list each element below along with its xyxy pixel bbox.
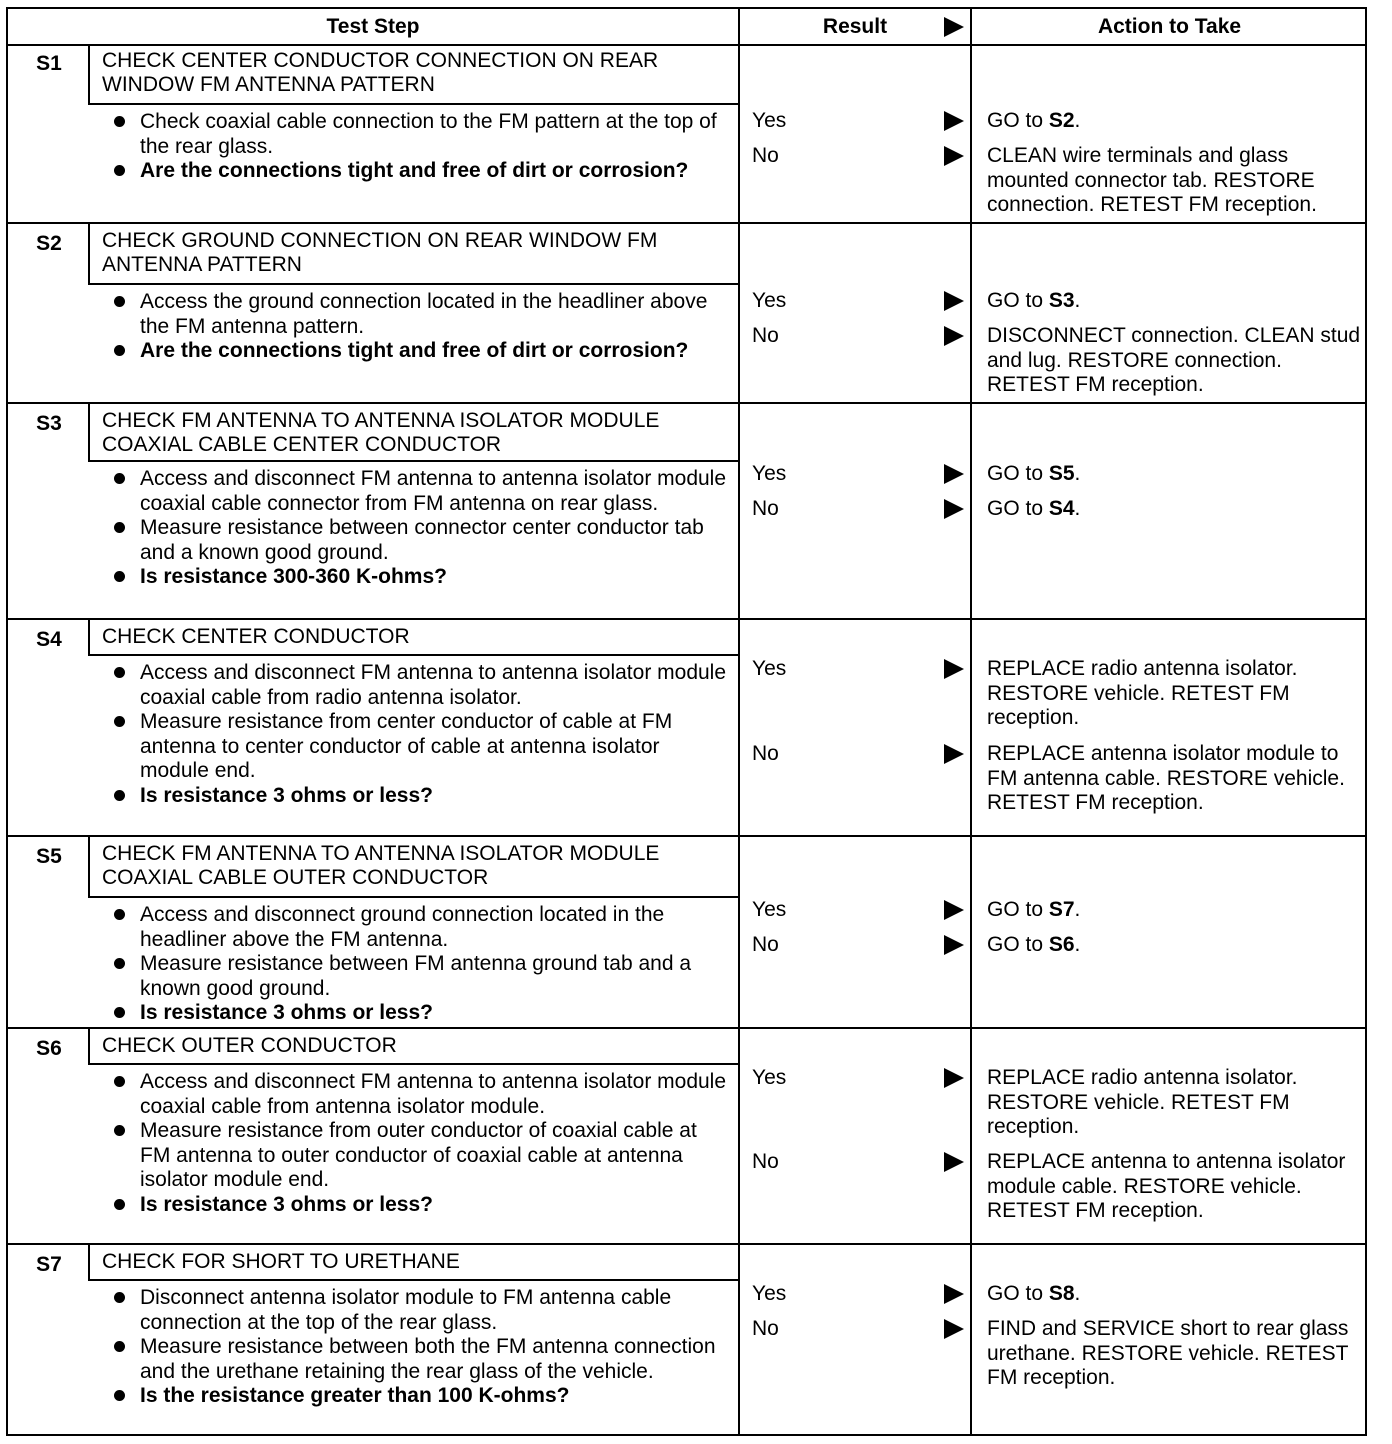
step-number: S3: [36, 412, 62, 435]
result-cell: [738, 404, 970, 618]
instruction-text: Measure resistance from outer conductor of coaxial cable at FM antenna to outer conductor of coaxial cable at antenna isolator module end.: [140, 1119, 697, 1191]
action-text: [987, 1150, 1361, 1224]
result-label: Yes: [752, 109, 787, 132]
result-yes: [752, 109, 970, 133]
action-text: [987, 898, 1361, 923]
step-title: CHECK OUTER CONDUCTOR: [90, 1029, 738, 1065]
result-yes: [752, 1282, 970, 1306]
bullet-icon: [114, 958, 125, 969]
result-label: Yes: [752, 898, 787, 921]
action-text: [987, 742, 1361, 816]
arrow-icon: [944, 900, 964, 920]
step-instructions: [90, 656, 738, 808]
action-text: [987, 1282, 1361, 1307]
step-number-cell: [8, 1029, 90, 1065]
bullet-icon: [114, 909, 125, 920]
instruction-text: Measure resistance between FM antenna ground tab and a known good ground.: [140, 952, 692, 1000]
result-label: No: [752, 324, 779, 347]
arrow-icon: [944, 111, 964, 131]
action-text-main: GO to: [987, 1282, 1049, 1305]
instruction-text: Measure resistance from center conductor of cable at FM antenna to center conductor of cable at antenna isolator module end.: [140, 710, 673, 782]
action-text-main: CLEAN wire terminals and glass mounted connector tab. RESTORE connection. RETEST FM reception.: [987, 144, 1317, 216]
result-label: No: [752, 742, 779, 765]
step-title: CHECK GROUND CONNECTION ON REAR WINDOW FM ANTENNA PATTERN: [90, 224, 738, 285]
action-text-main: DISCONNECT connection. CLEAN stud and lug. RESTORE connection. RETEST FM reception.: [987, 324, 1361, 396]
header-test-step: Test Step: [326, 15, 420, 38]
result-no: [752, 324, 970, 348]
step-instruction: [100, 1070, 728, 1119]
action-text: [987, 657, 1361, 731]
step-instruction: [100, 903, 728, 952]
step-number-cell: [8, 837, 90, 898]
result-cell: [738, 224, 970, 402]
step-instructions: [90, 462, 738, 590]
action-text-main: FIND and SERVICE short to rear glass urethane. RESTORE vehicle. RETEST FM reception.: [987, 1317, 1349, 1389]
result-label: Yes: [752, 289, 787, 312]
step-instruction: [100, 710, 728, 784]
step-row-s4: [8, 620, 1365, 837]
result-label: Yes: [752, 657, 787, 680]
result-yes: [752, 898, 970, 922]
step-question: [100, 339, 728, 364]
step-number: S7: [36, 1253, 62, 1276]
arrow-icon: [944, 744, 964, 764]
action-text-main: REPLACE antenna isolator module to FM antenna cable. RESTORE vehicle. RETEST FM reception.: [987, 742, 1345, 814]
action-text: [987, 1317, 1361, 1391]
action-cell: [970, 404, 1367, 618]
bullet-icon: [114, 522, 125, 533]
action-text-main: REPLACE antenna to antenna isolator module cable. RESTORE vehicle. RETEST FM reception.: [987, 1150, 1346, 1222]
diagnostic-table: [6, 7, 1367, 1436]
step-title: CHECK CENTER CONDUCTOR: [90, 620, 738, 656]
action-text: [987, 933, 1361, 958]
bullet-icon: [114, 116, 125, 127]
step-question: [100, 784, 728, 809]
header-action: Action to Take: [970, 9, 1367, 44]
step-title: CHECK FM ANTENNA TO ANTENNA ISOLATOR MODULE COAXIAL CABLE CENTER CONDUCTOR: [90, 404, 738, 462]
step-number-cell: [8, 224, 90, 285]
instruction-text: Access and disconnect FM antenna to antenna isolator module coaxial cable from radio antenna isolator.: [140, 661, 727, 709]
action-text-main: GO to: [987, 109, 1049, 132]
instruction-text: Is resistance 3 ohms or less?: [140, 1192, 433, 1216]
result-cell: [738, 620, 970, 835]
step-question: [100, 1193, 728, 1218]
action-text-end: .: [1074, 289, 1081, 312]
instruction-text: Is resistance 300-360 K-ohms?: [140, 565, 447, 588]
result-no: [752, 933, 970, 957]
arrow-icon: [944, 291, 964, 311]
step-title: CHECK FM ANTENNA TO ANTENNA ISOLATOR MODULE COAXIAL CABLE OUTER CONDUCTOR: [90, 837, 738, 898]
result-label: Yes: [752, 1066, 787, 1089]
step-row-s2: [8, 224, 1365, 404]
step-number-cell: [8, 404, 90, 462]
arrow-icon: [944, 1152, 964, 1172]
arrow-icon: [944, 659, 964, 679]
step-row-s6: [8, 1029, 1365, 1245]
action-text-end: .: [1074, 898, 1081, 921]
step-instruction: [100, 1335, 728, 1384]
step-instructions: [90, 898, 738, 1026]
arrow-icon: [944, 464, 964, 484]
action-text-end: .: [1074, 933, 1081, 956]
step-instructions: [90, 1281, 738, 1409]
step-instructions: [90, 285, 738, 364]
step-number-cell: [8, 620, 90, 656]
bullet-icon: [114, 716, 125, 727]
result-no: [752, 1150, 970, 1174]
bullet-icon: [114, 1199, 125, 1210]
action-text: [987, 497, 1361, 522]
step-row-s7: [8, 1245, 1365, 1436]
step-row-s5: [8, 837, 1365, 1029]
table-header: [8, 9, 1365, 46]
result-cell: [738, 1245, 970, 1436]
action-text-end: .: [1074, 497, 1081, 520]
result-label: No: [752, 1317, 779, 1340]
action-text-main: GO to: [987, 898, 1049, 921]
header-result-label: Result: [822, 15, 888, 38]
step-reference: S2: [1048, 109, 1075, 132]
bullet-icon: [114, 345, 125, 356]
bullet-icon: [114, 790, 125, 801]
result-label: No: [752, 1150, 779, 1173]
arrow-icon: [944, 1284, 964, 1304]
action-text: [987, 144, 1361, 218]
result-cell: [738, 837, 970, 1027]
action-text-end: .: [1074, 462, 1081, 485]
action-text-end: .: [1074, 109, 1081, 132]
step-number: S4: [36, 628, 62, 651]
action-text-main: REPLACE radio antenna isolator. RESTORE vehicle. RETEST FM reception.: [987, 1066, 1298, 1138]
header-result: [738, 9, 970, 44]
step-reference: S8: [1048, 1282, 1075, 1305]
result-label: No: [752, 497, 779, 520]
action-text-main: REPLACE radio antenna isolator. RESTORE vehicle. RETEST FM reception.: [987, 657, 1298, 729]
bullet-icon: [114, 1292, 125, 1303]
instruction-text: Are the connections tight and free of dirt or corrosion?: [140, 159, 689, 182]
bullet-icon: [114, 667, 125, 678]
action-cell: [970, 837, 1367, 1027]
instruction-text: Is resistance 3 ohms or less?: [140, 1001, 433, 1024]
instruction-text: Disconnect antenna isolator module to FM antenna cable connection at the top of the rear glass.: [140, 1286, 672, 1334]
step-instruction: [100, 516, 728, 565]
action-text: [987, 109, 1361, 134]
action-text-main: GO to: [987, 933, 1049, 956]
step-instructions: [90, 105, 738, 184]
arrow-icon: [944, 17, 964, 37]
instruction-text: Are the connections tight and free of dirt or corrosion?: [140, 339, 689, 362]
arrow-icon: [944, 1068, 964, 1088]
result-label: Yes: [752, 1282, 787, 1305]
step-number-cell: [8, 44, 90, 105]
step-instruction: [100, 467, 728, 516]
instruction-text: Is the resistance greater than 100 K-ohms?: [140, 1384, 570, 1407]
result-label: Yes: [752, 462, 787, 485]
step-question: [100, 565, 728, 590]
bullet-icon: [114, 1007, 125, 1018]
step-number: S6: [36, 1037, 62, 1060]
step-question: [100, 1384, 728, 1409]
instruction-text: Access and disconnect FM antenna to antenna isolator module coaxial cable connector from FM antenna on rear glass.: [140, 467, 727, 515]
action-text-end: .: [1074, 1282, 1081, 1305]
result-no: [752, 497, 970, 521]
instruction-text: Measure resistance between connector center conductor tab and a known good ground.: [140, 516, 704, 564]
action-text: [987, 462, 1361, 487]
step-number: S5: [36, 845, 62, 868]
result-cell: [738, 44, 970, 222]
step-question: [100, 1001, 728, 1026]
bullet-icon: [114, 1076, 125, 1087]
instruction-text: Access and disconnect FM antenna to antenna isolator module coaxial cable from antenna isolator module.: [140, 1070, 727, 1118]
arrow-icon: [944, 499, 964, 519]
result-no: [752, 742, 970, 766]
arrow-icon: [944, 935, 964, 955]
instruction-text: Access and disconnect ground connection located in the headliner above the FM antenna.: [140, 903, 665, 951]
action-text-main: GO to: [987, 289, 1049, 312]
step-instruction: [100, 1119, 728, 1193]
action-text-main: GO to: [987, 462, 1049, 485]
action-cell: [970, 44, 1367, 222]
result-yes: [752, 1066, 970, 1090]
result-label: No: [752, 144, 779, 167]
arrow-icon: [944, 326, 964, 346]
arrow-icon: [944, 1319, 964, 1339]
result-yes: [752, 462, 970, 486]
result-cell: [738, 1029, 970, 1243]
arrow-icon: [944, 146, 964, 166]
action-text: [987, 289, 1361, 314]
result-label: No: [752, 933, 779, 956]
step-instruction: [100, 661, 728, 710]
step-number-cell: [8, 1245, 90, 1281]
instruction-text: Is resistance 3 ohms or less?: [140, 783, 433, 807]
action-text: [987, 1066, 1361, 1140]
action-cell: [970, 1245, 1367, 1436]
bullet-icon: [114, 296, 125, 307]
step-number: S1: [36, 52, 62, 75]
instruction-text: Check coaxial cable connection to the FM pattern at the top of the rear glass.: [140, 110, 717, 158]
step-instruction: [100, 952, 728, 1001]
bullet-icon: [114, 1125, 125, 1136]
action-cell: [970, 224, 1367, 402]
step-row-s1: [8, 44, 1365, 224]
step-reference: S4: [1048, 497, 1075, 520]
bullet-icon: [114, 1341, 125, 1352]
result-no: [752, 1317, 970, 1341]
result-yes: [752, 289, 970, 313]
bullet-icon: [114, 473, 125, 484]
step-instruction: [100, 110, 728, 159]
step-reference: S3: [1048, 289, 1075, 312]
action-cell: [970, 620, 1367, 835]
instruction-text: Access the ground connection located in the headliner above the FM antenna pattern.: [140, 290, 708, 338]
step-reference: S5: [1048, 462, 1075, 485]
step-question: [100, 159, 728, 184]
step-title: CHECK CENTER CONDUCTOR CONNECTION ON REAR WINDOW FM ANTENNA PATTERN: [90, 44, 738, 105]
bullet-icon: [114, 165, 125, 176]
action-text: [987, 324, 1361, 398]
step-title: CHECK FOR SHORT TO URETHANE: [90, 1245, 738, 1281]
result-no: [752, 144, 970, 168]
step-reference: S7: [1048, 898, 1075, 921]
step-instruction: [100, 290, 728, 339]
step-instruction: [100, 1286, 728, 1335]
result-yes: [752, 657, 970, 681]
bullet-icon: [114, 571, 125, 582]
instruction-text: Measure resistance between both the FM antenna connection and the urethane retaining the rear glass of the vehicle.: [140, 1335, 716, 1383]
action-text-main: GO to: [987, 497, 1049, 520]
bullet-icon: [114, 1390, 125, 1401]
step-reference: S6: [1048, 933, 1075, 956]
step-number: S2: [36, 232, 62, 255]
action-cell: [970, 1029, 1367, 1243]
step-row-s3: [8, 404, 1365, 620]
step-instructions: [90, 1065, 738, 1217]
